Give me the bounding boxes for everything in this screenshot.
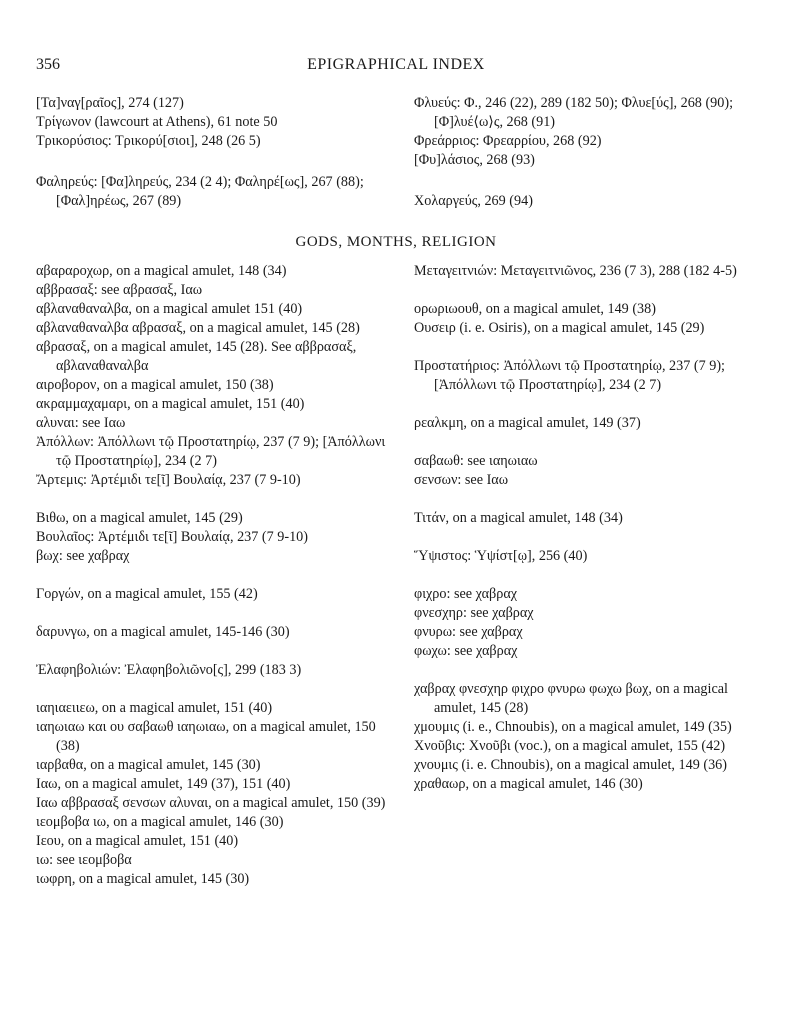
index-entry: Ιαω αββρασαξ σενσων αλυναι, on a magical amulet, 150 (39) [36, 795, 386, 811]
index-entry: Φαληρεύς: [Φα]ληρεύς, 234 (2 4); Φαληρέ[ως], 267 (88); [Φαλ]ηρέως, 267 (89) [36, 174, 364, 209]
section-title: GODS, MONTHS, RELIGION [295, 234, 497, 250]
index-entry: ορωριωουθ, on a magical amulet, 149 (38) [414, 301, 656, 317]
index-entry: ακραμμαχαμαρι, on a magical amulet, 151 (40) [36, 396, 305, 412]
index-entry: ιαρβαθα, on a magical amulet, 145 (30) [36, 757, 261, 773]
index-entry: Φρεάρριος: Φρεαρρίου, 268 (92) [414, 133, 602, 149]
index-entry: Φλυεύς: Φ., 246 (22), 289 (182 50); Φλυε[ύς], 268 (90); [Φ]λυέ⟨ω⟩ς, 268 (91) [414, 95, 734, 130]
index-entry: αββρασαξ: see αβρασαξ, Ιαω [36, 282, 203, 298]
index-entry: Τιτάν, on a magical amulet, 148 (34) [414, 510, 623, 526]
left-column [36, 262, 396, 889]
index-entry: χαβραχ φνεσχηρ φιχρο φνυρω φωχω βωχ, on a magical amulet, 145 (28) [414, 681, 728, 716]
running-head: EPIGRAPHICAL INDEX [307, 56, 485, 73]
right-column [414, 262, 758, 794]
index-entry: σενσων: see Ιαω [414, 472, 509, 488]
top-left-column [36, 94, 396, 211]
index-entry: Ουσειρ (i. e. Osiris), on a magical amulet, 145 (29) [414, 320, 705, 336]
index-entry: δαρυνγω, on a magical amulet, 145-146 (30) [36, 624, 290, 640]
index-entry: αβλαναθαναλβα, on a magical amulet 151 (40) [36, 301, 303, 317]
index-entry: Ιαω, on a magical amulet, 149 (37), 151 (40) [36, 776, 291, 792]
index-entry: Τρικορύσιος: Τρικορύ[σιοι], 248 (26 5) [36, 133, 261, 149]
index-entry: Ἐλαφηβολιών: Ἐλαφηβολιῶνο[ς], 299 (183 3) [36, 662, 302, 678]
index-entry: αιροβορον, on a magical amulet, 150 (38) [36, 377, 274, 393]
index-entry: αλυναι: see Ιαω [36, 415, 126, 431]
index-entry: αβαραροχωρ, on a magical amulet, 148 (34) [36, 263, 287, 279]
index-entry: Χολαργεύς, 269 (94) [414, 193, 533, 209]
index-entry: αβρασαξ, on a magical amulet, 145 (28). See αββρασαξ, αβλαναθαναλβα [36, 339, 357, 374]
index-entry: Ιεου, on a magical amulet, 151 (40) [36, 833, 239, 849]
index-entry: ιεομβοβα ιω, on a magical amulet, 146 (30) [36, 814, 284, 830]
index-entry: φιχρο: see χαβραχ [414, 586, 518, 602]
index-entry: Μεταγειτνιών: Μεταγειτνιῶνος, 236 (7 3), 288 (182 4-5) [414, 263, 737, 279]
index-entry: φνυρω: see χαβραχ [414, 624, 523, 640]
index-entry: Προστατήριος: Ἀπόλλωνι τῷ Προστατηρίῳ, 237 (7 9); [Ἀπόλλωνι τῷ Προστατηρίῳ], 234 (2 7) [414, 358, 725, 393]
index-entry: [Φυ]λάσιος, 268 (93) [414, 152, 535, 168]
index-entry: σαβαωθ: see ιαηωιαω [414, 453, 538, 469]
index-entry: χραθαωρ, on a magical amulet, 146 (30) [414, 776, 643, 792]
top-right-column [414, 94, 758, 211]
index-entry: Γοργών, on a magical amulet, 155 (42) [36, 586, 258, 602]
index-entry: [Τα]ναγ[ραῖος], 274 (127) [36, 95, 184, 111]
index-entry: φωχω: see χαβραχ [414, 643, 518, 659]
index-entry: φνεσχηρ: see χαβραχ [414, 605, 534, 621]
index-entry: Ἄρτεμις: Ἀρτέμιδι τε[ῖ] Βουλαίᾳ, 237 (7 9-10) [36, 472, 301, 488]
index-entry: Ὕψιστος: Ὑψίστ[ῳ], 256 (40) [414, 548, 588, 564]
index-entry: βωχ: see χαβραχ [36, 548, 130, 564]
index-entry: ιαηιαειιεω, on a magical amulet, 151 (40) [36, 700, 273, 716]
index-entry: ιαηωιαω και ου σαβαωθ ιαηωιαω, on a magical amulet, 150 (38) [36, 719, 376, 754]
index-entry: χμουμις (i. e., Chnoubis), on a magical amulet, 149 (35) [414, 719, 732, 735]
index-entry: χνουμις (i. e. Chnoubis), on a magical amulet, 149 (36) [414, 757, 727, 773]
index-entry: Τρίγωνον (lawcourt at Athens), 61 note 50 [36, 114, 278, 130]
index-entry: Ἀπόλλων: Ἀπόλλωνι τῷ Προστατηρίῳ, 237 (7 9); [Ἀπόλλωνι τῷ Προστατηρίῳ], 234 (2 7) [36, 434, 386, 469]
index-entry: ιω: see ιεομβοβα [36, 852, 132, 868]
index-entry: ιωφρη, on a magical amulet, 145 (30) [36, 871, 250, 887]
page-number: 356 [36, 56, 60, 73]
index-entry: ρεαλκμη, on a magical amulet, 149 (37) [414, 415, 641, 431]
index-entry: αβλαναθαναλβα αβρασαξ, on a magical amulet, 145 (28) [36, 320, 360, 336]
page-header [36, 56, 756, 78]
index-entry: Βιθω, on a magical amulet, 145 (29) [36, 510, 243, 526]
index-entry: Βουλαῖος: Ἀρτέμιδι τε[ῖ] Βουλαίᾳ, 237 (7 9-10) [36, 529, 309, 545]
index-entry: Χνοῦβις: Χνοῦβι (voc.), on a magical amulet, 155 (42) [414, 738, 726, 754]
